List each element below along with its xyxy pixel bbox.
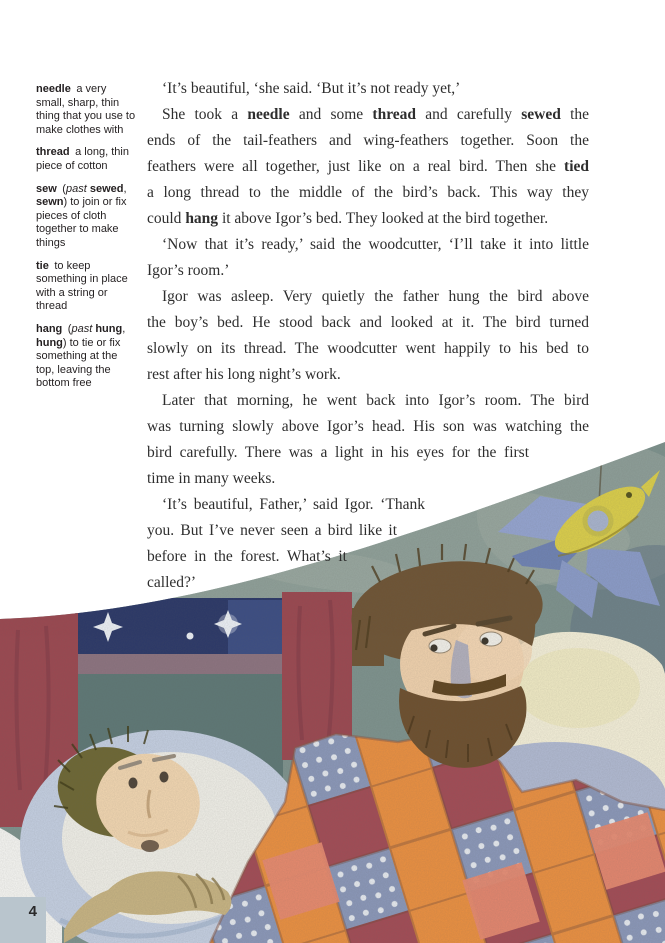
page-number: 4	[28, 903, 37, 920]
story-line: ‘Now that it’s ready,’ said the woodcutter, ‘I’ll take it into little	[162, 236, 589, 253]
story-line: bird carefully. There was a light in his eyes for the first	[147, 444, 529, 461]
story-line: the boy’s bed. He stood back and looked at it. The bird turned	[147, 314, 589, 331]
story-text	[147, 76, 589, 596]
story-line: ‘It’s beautiful, ‘she said. ‘But it’s not ready yet,’	[162, 80, 461, 97]
story-line: time in many weeks.	[147, 470, 276, 487]
story-line: was turning slowly above Igor’s head. His son was watching the	[147, 418, 589, 435]
story-line: slowly on its thread. The woodcutter went happily to his bed to	[147, 340, 589, 357]
glossary-entry: thread a long, thin piece of cotton	[36, 146, 129, 172]
glossary-entry: needle a very small, sharp, thin thing that you use to make clothes with	[36, 83, 136, 136]
story-line: you. But I’ve never seen a bird like it	[147, 522, 397, 539]
story-line: ‘It’s beautiful, Father,’ said Igor. ‘Thank	[162, 496, 425, 513]
story-line: ends of the tail-feathers and wing-feathers together. Soon the	[147, 132, 589, 149]
story-line: Later that morning, he went back into Igor’s room. The bird	[162, 392, 589, 409]
story-line: could hang it above Igor’s bed. They looked at the bird together.	[147, 210, 549, 227]
page-number-box	[0, 897, 46, 943]
story-line: called?’	[147, 574, 197, 591]
story-line: Igor’s room.’	[147, 262, 230, 279]
story-line: Igor was asleep. Very quietly the father hung the bird above	[162, 288, 589, 305]
story-line: a long thread to the middle of the bird’s back. This way they	[147, 184, 589, 201]
glossary	[36, 83, 137, 400]
glossary-entry: sew (past sewed, sewn) to join or fix pieces of cloth together to make things	[36, 182, 127, 249]
story-line: rest after his long night’s work.	[147, 366, 341, 383]
glossary-entry: tie to keep something in place with a string or thread	[36, 259, 128, 313]
story-line: She took a needle and some thread and carefully sewed the	[162, 106, 590, 123]
story-line: feathers were all together, just like on a real bird. Then she tied	[147, 158, 589, 175]
glossary-entry: hang (past hung, hung) to tie or fix something at the top, leaving the bottom free	[36, 322, 126, 390]
story-line: before in the forest. What’s it	[147, 548, 347, 565]
